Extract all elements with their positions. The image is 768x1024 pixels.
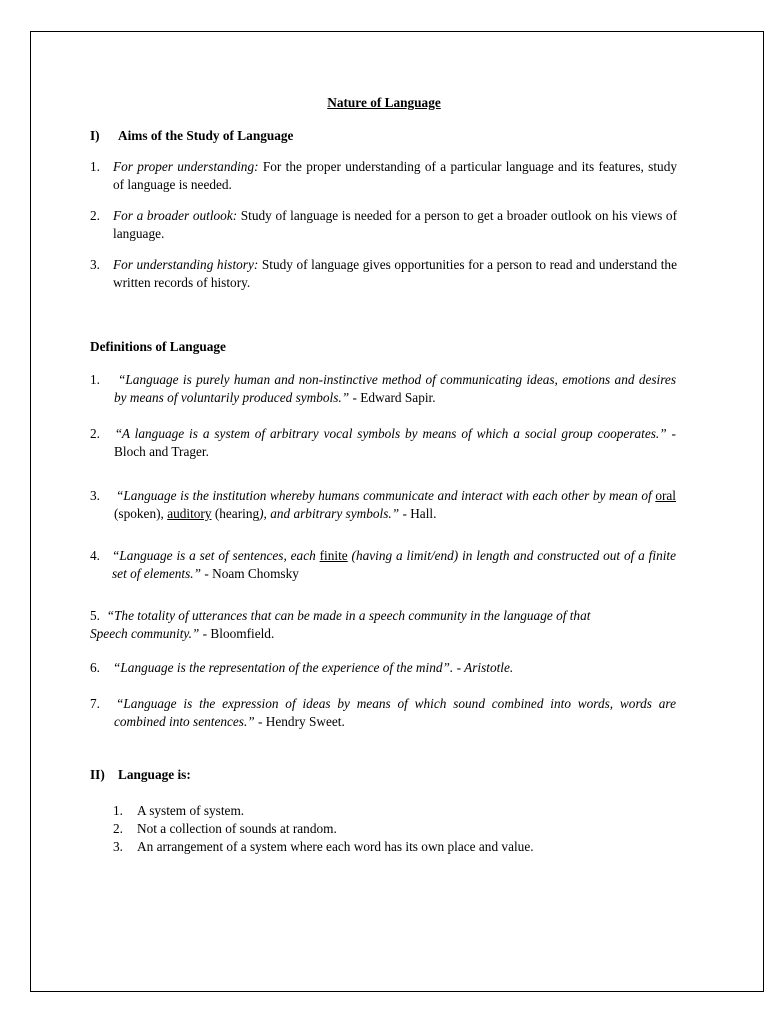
definition-text [112, 547, 676, 583]
definition-text [114, 425, 676, 461]
definition-author: - Aristotle. [453, 660, 514, 675]
underlined-word-oral: oral [655, 488, 676, 503]
list-number: 4. [90, 548, 100, 563]
definition-text-continued [90, 625, 680, 643]
definition-author: - Bloomfield. [199, 626, 275, 641]
definition-author: - Hall. [399, 506, 437, 521]
definition-quote: Speech community.” [90, 626, 200, 641]
list-number: 3. [113, 839, 123, 854]
definition-quote: “The totality of utterances that can be made in a speech community in the language of that [106, 608, 591, 623]
definitions-heading: Definitions of Language [90, 339, 226, 354]
list-item-text: An arrangement of a system where each word has its own place and value. [137, 839, 534, 854]
aims-item-body: For the proper understanding of a particular language and its features, study of language is needed. [113, 159, 677, 192]
list-number: 7. [90, 696, 100, 711]
section-1-number: I) [90, 128, 100, 143]
definition-author: - Edward Sapir. [349, 390, 436, 405]
definition-text [114, 371, 676, 407]
definition-author: - Noam Chomsky [201, 566, 299, 581]
aims-item-lead: For proper understanding: [113, 159, 259, 174]
definition-quote: “Language is purely human and non-instinctive method of communicating ideas, emotions and desires by means of voluntarily produced symbols.” [114, 372, 676, 405]
section-1-heading: Aims of the Study of Language [118, 128, 294, 143]
definition-quote: ), and arbitrary symbols.” [259, 506, 400, 521]
section-2-heading: Language is: [118, 767, 191, 782]
list-item-text: A system of system. [137, 803, 245, 818]
list-number: 6. [90, 660, 100, 675]
definition-text [113, 659, 677, 677]
definition-author: - Hendry Sweet. [254, 714, 345, 729]
list-number: 3. [90, 257, 100, 272]
definition-quote: “Language is a set of sentences, each [112, 548, 320, 563]
section-2-number: II) [90, 767, 105, 782]
list-number: 2. [90, 426, 100, 441]
aims-item-text [113, 256, 677, 292]
aims-item-body: Study of language is needed for a person to get a broader outlook on his views of language. [113, 208, 677, 241]
definition-quote: “Language is the institution whereby humans communicate and interact with each other by mean of [116, 488, 656, 503]
underlined-word-auditory: auditory [167, 506, 212, 521]
list-number: 1. [90, 372, 100, 387]
definition-open-quote: “ [116, 426, 122, 441]
definition-quote: (having a limit/end) in length and constructed out of a finite set of elements.” [112, 548, 677, 581]
aims-item-text [113, 158, 677, 194]
list-number: 2. [113, 821, 123, 836]
list-item-text: Not a collection of sounds at random. [137, 821, 337, 836]
definition-text [90, 607, 680, 625]
list-number: 1. [113, 803, 123, 818]
aims-item-text [113, 207, 677, 243]
list-number: 2. [90, 208, 100, 223]
page-title: Nature of Language [327, 95, 441, 110]
definition-text [114, 487, 676, 523]
list-number: 3. [90, 488, 100, 503]
definition-gloss: (hearing [211, 506, 260, 521]
underlined-word-finite: finite [319, 548, 348, 563]
aims-item-body: Study of language gives opportunities for a person to read and understand the written records of history. [113, 257, 677, 290]
aims-item-lead: For a broader outlook: [113, 208, 238, 223]
definition-quote: A language is a system of arbitrary vocal symbols by means of which a social group cooperates.” [121, 426, 667, 441]
list-number: 5. [90, 608, 100, 623]
aims-item-lead: For understanding history: [113, 257, 259, 272]
list-number: 1. [90, 159, 100, 174]
definition-text [114, 695, 676, 731]
definition-gloss: (spoken), [114, 506, 168, 521]
definition-quote: “Language is the expression of ideas by means of which sound combined into words, words are combined into sentences.” [114, 696, 676, 729]
definition-quote: “Language is the representation of the experience of the mind”. [113, 660, 454, 675]
definition-author: - Bloch and Trager. [114, 426, 676, 459]
